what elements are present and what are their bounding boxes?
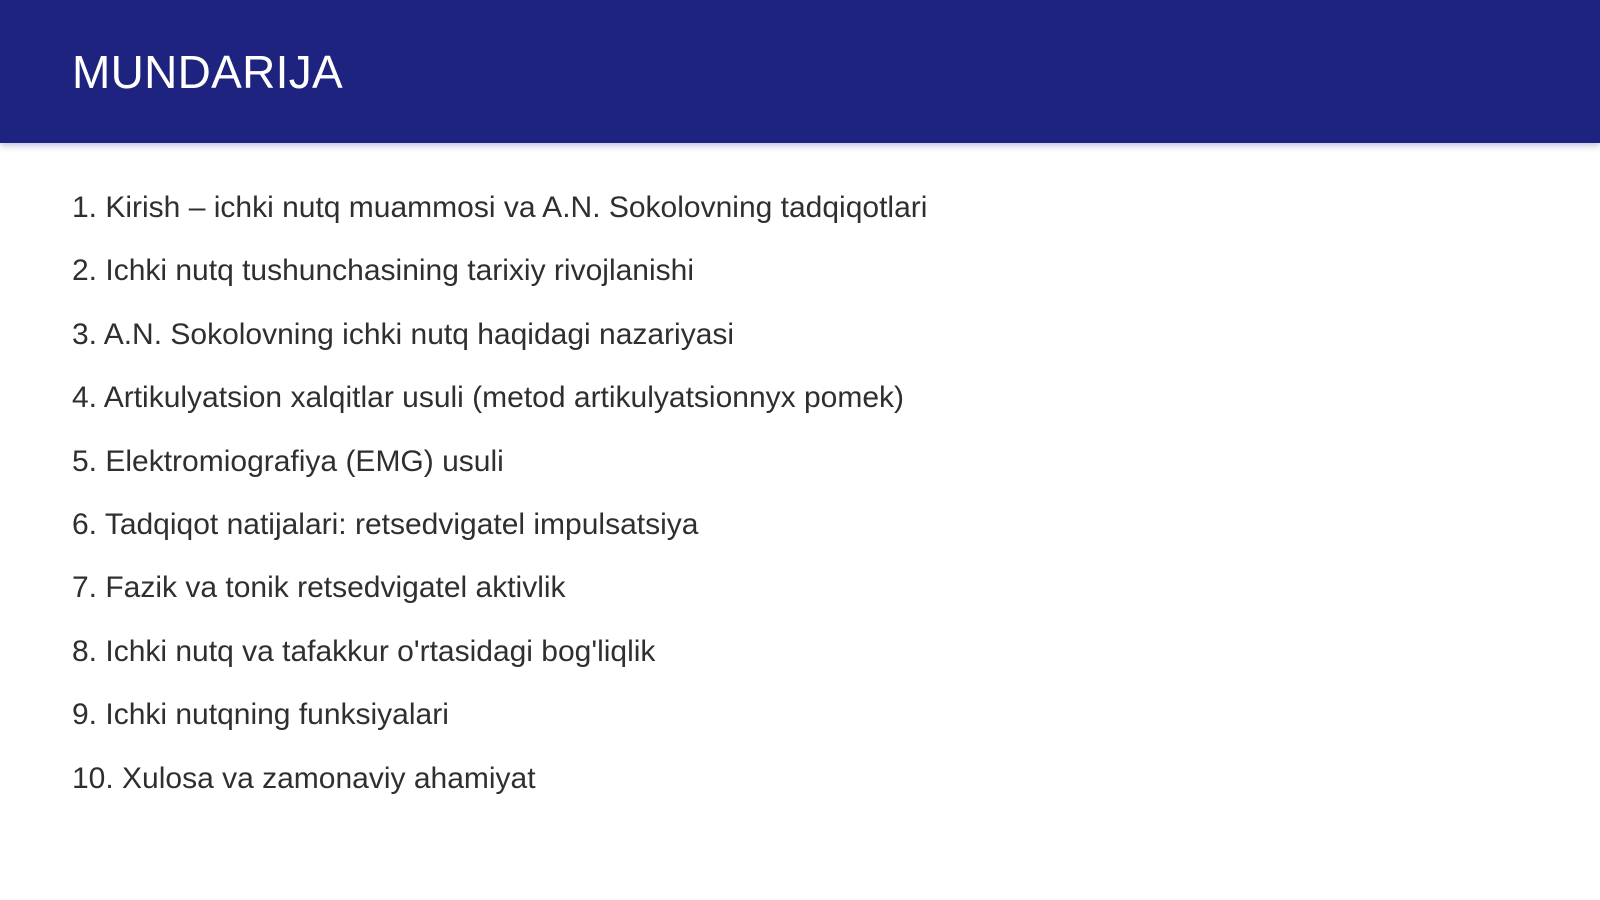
toc-item-7: 7. Fazik va tonik retsedvigatel aktivlik: [72, 571, 566, 605]
toc-item-5: 5. Elektromiografiya (EMG) usuli: [72, 444, 504, 478]
toc-item-2: 2. Ichki nutq tushunchasining tarixiy rivojlanishi: [72, 254, 694, 288]
toc-item-3: 3. A.N. Sokolovning ichki nutq haqidagi nazariyasi: [72, 317, 735, 351]
toc-item-1: 1. Kirish – ichki nutq muammosi va A.N. Sokolovning tadqiqotlari: [72, 191, 928, 224]
toc-item-9: 9. Ichki nutqning funksiyalari: [72, 698, 449, 732]
table-of-contents: [72, 188, 927, 822]
toc-item-8: 8. Ichki nutq va tafakkur o'rtasidagi bog'liqlik: [72, 634, 656, 668]
toc-item-10: 10. Xulosa va zamonaviy ahamiyat: [72, 761, 536, 795]
toc-item-6: 6. Tadqiqot natijalari: retsedvigatel impulsatsiya: [72, 507, 699, 541]
header-bar: [0, 0, 1600, 143]
toc-item-4: 4. Artikulyatsion xalqitlar usuli (metod artikulyatsionnyx pomek): [72, 381, 905, 415]
slide-title: MUNDARIJA: [72, 46, 344, 98]
